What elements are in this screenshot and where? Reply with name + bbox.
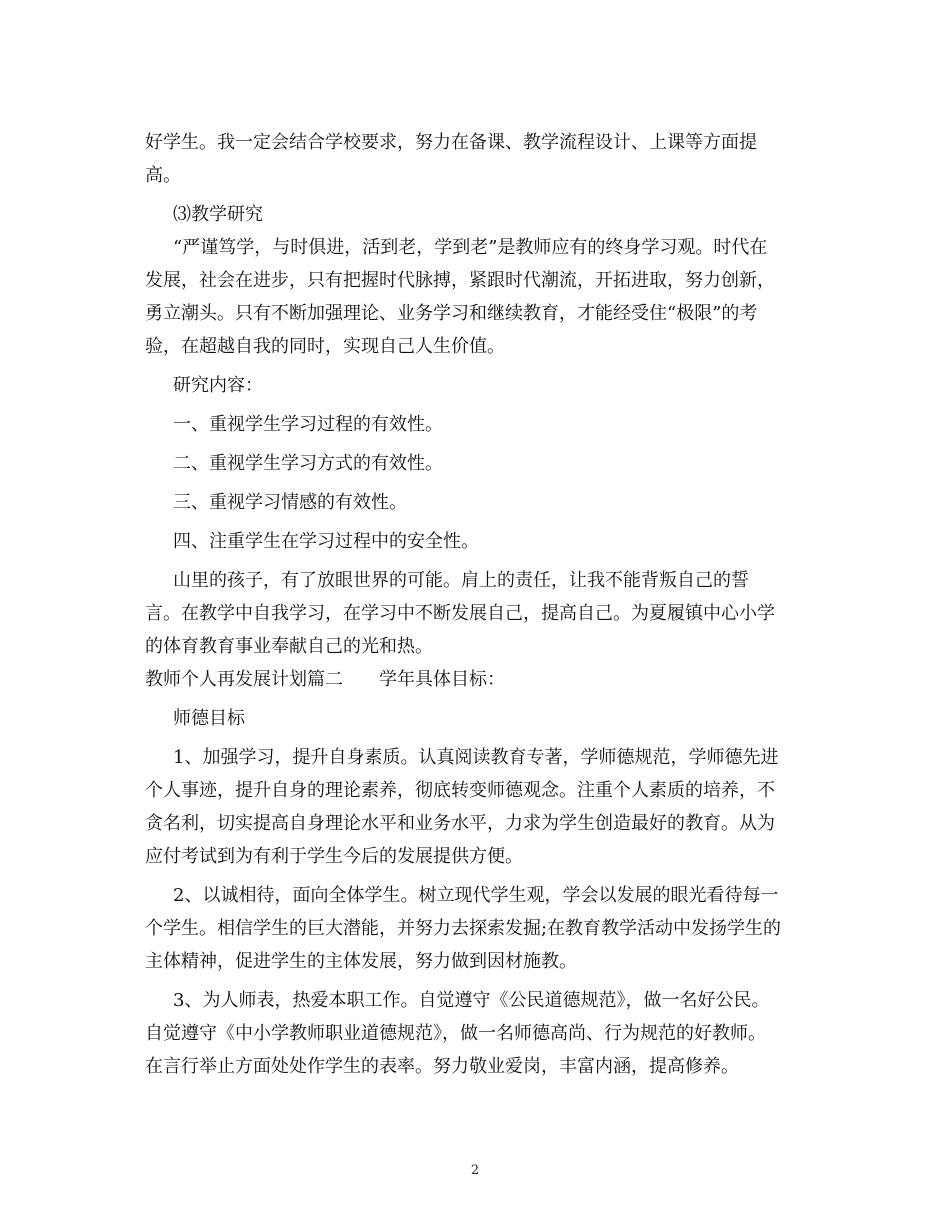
text-line: 言。在教学中自我学习，在学习中不断发展自己，提高自己。为夏履镇中心小学 — [145, 603, 775, 624]
text-line: 一、重视学生学习过程的有效性。 — [173, 414, 443, 435]
text-line: 主体精神，促进学生的主体发展，努力做到因材施教。 — [145, 951, 577, 972]
text-line: 研究内容： — [173, 375, 263, 396]
text-line: 四、注重学生在学习过程中的安全性。 — [173, 531, 479, 552]
text-line: 山里的孩子，有了放眼世界的可能。肩上的责任，让我不能背叛自己的誓 — [173, 570, 749, 591]
text-line: 个学生。相信学生的巨大潜能，并努力去探索发掘;在教育教学活动中发扬学生的 — [145, 918, 782, 939]
text-line: 勇立潮头。只有不断加强理论、业务学习和继续教育，才能经受住“极限”的考 — [145, 303, 758, 324]
text-line: 二、重视学生学习方式的有效性。 — [173, 453, 443, 474]
text-line: 应付考试到为有利于学生今后的发展提供方便。 — [145, 846, 523, 867]
text-line: 2、以诚相待，面向全体学生。树立现代学生观，学会以发展的眼光看待每一 — [173, 885, 779, 906]
text-line: 发展，社会在进步，只有把握时代脉搏，紧跟时代潮流，开拓进取，努力创新， — [145, 270, 775, 291]
text-line: 自觉遵守《中小学教师职业道德规范》，做一名师德高尚、行为规范的好教师。 — [145, 1023, 766, 1044]
text-line: 1、加强学习，提升自身素质。认真阅读教育专著，学师德规范，学师德先进 — [173, 747, 779, 768]
text-line: 教师个人再发展计划篇二 学年具体目标： — [145, 669, 505, 690]
text-line: ⑶教学研究 — [173, 204, 263, 225]
text-line: 三、重视学习情感的有效性。 — [173, 492, 407, 513]
text-line: 验，在超越自我的同时，实现自己人生价值。 — [145, 336, 505, 357]
page-number: 2 — [470, 1163, 480, 1178]
text-line: 3、为人师表，热爱本职工作。自觉遵守《公民道德规范》，做一名好公民。 — [173, 990, 770, 1011]
text-line: 高。 — [145, 165, 181, 186]
text-line: “严谨笃学，与时俱进，活到老，学到老”是教师应有的终身学习观。时代在 — [173, 237, 768, 258]
text-line: 好学生。我一定会结合学校要求，努力在备课、教学流程设计、上课等方面提 — [145, 132, 757, 153]
text-line: 在言行举止方面处处作学生的表率。努力敬业爱岗，丰富内涵，提高修养。 — [145, 1056, 739, 1077]
text-line: 个人事迹，提升自身的理论素养，彻底转变师德观念。注重个人素质的培养，不 — [145, 780, 775, 801]
text-line: 的体育教育事业奉献自己的光和热。 — [145, 636, 433, 657]
text-line: 师德目标 — [173, 708, 245, 729]
text-line: 贪名利，切实提高自身理论水平和业务水平，力求为学生创造最好的教育。从为 — [145, 813, 775, 834]
